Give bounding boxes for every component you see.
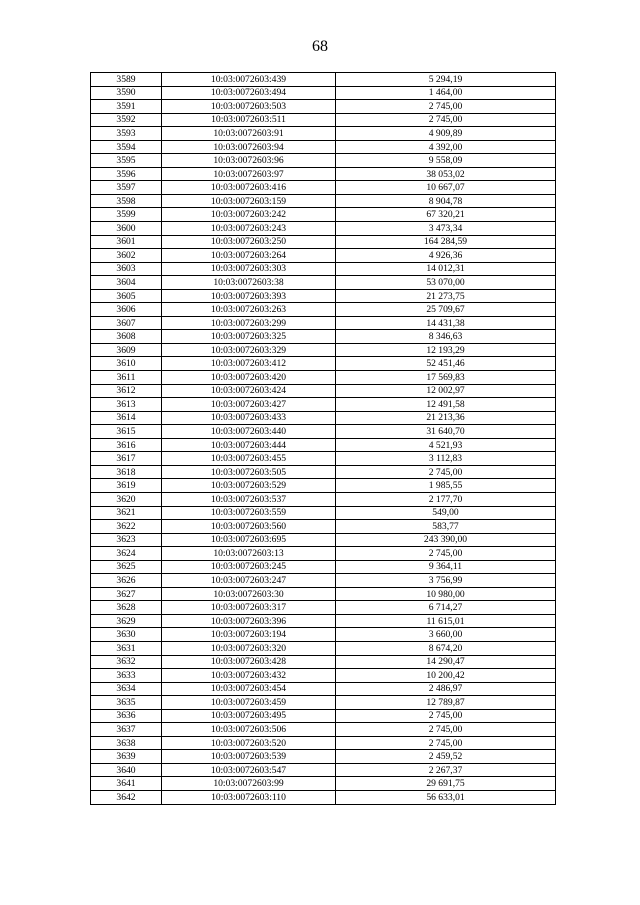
table-row — [91, 696, 556, 710]
row-number-cell: 3607 — [91, 316, 162, 330]
value-cell: 8 904,78 — [336, 194, 556, 208]
table-row — [91, 614, 556, 628]
cadastral-number-cell: 10:03:0072603:503 — [162, 100, 336, 114]
value-cell: 21 273,75 — [336, 289, 556, 303]
value-cell: 14 012,31 — [336, 262, 556, 276]
table-row — [91, 303, 556, 317]
row-number-cell: 3637 — [91, 723, 162, 737]
table-row — [91, 601, 556, 615]
table-row — [91, 587, 556, 601]
value-cell: 14 290,47 — [336, 655, 556, 669]
row-number-cell: 3630 — [91, 628, 162, 642]
row-number-cell: 3634 — [91, 682, 162, 696]
value-cell: 4 926,36 — [336, 249, 556, 263]
row-number-cell: 3621 — [91, 506, 162, 520]
value-cell: 2 745,00 — [336, 723, 556, 737]
value-cell: 2 745,00 — [336, 113, 556, 127]
table-row — [91, 669, 556, 683]
row-number-cell: 3608 — [91, 330, 162, 344]
cadastral-number-cell: 10:03:0072603:433 — [162, 411, 336, 425]
table-row — [91, 533, 556, 547]
value-cell: 53 070,00 — [336, 276, 556, 290]
cadastral-number-cell: 10:03:0072603:424 — [162, 384, 336, 398]
table-row — [91, 655, 556, 669]
table-row — [91, 750, 556, 764]
cadastral-number-cell: 10:03:0072603:529 — [162, 479, 336, 493]
cadastral-number-cell: 10:03:0072603:420 — [162, 371, 336, 385]
table-row — [91, 777, 556, 791]
table-row — [91, 127, 556, 141]
row-number-cell: 3616 — [91, 438, 162, 452]
row-number-cell: 3598 — [91, 194, 162, 208]
value-cell: 3 112,83 — [336, 452, 556, 466]
value-cell: 12 789,87 — [336, 696, 556, 710]
row-number-cell: 3642 — [91, 790, 162, 804]
cadastral-number-cell: 10:03:0072603:455 — [162, 452, 336, 466]
table-row — [91, 289, 556, 303]
value-cell: 4 909,89 — [336, 127, 556, 141]
table-row — [91, 194, 556, 208]
cadastral-number-cell: 10:03:0072603:560 — [162, 520, 336, 534]
row-number-cell: 3623 — [91, 533, 162, 547]
row-number-cell: 3629 — [91, 614, 162, 628]
table-row — [91, 736, 556, 750]
row-number-cell: 3602 — [91, 249, 162, 263]
table-row — [91, 574, 556, 588]
value-cell: 25 709,67 — [336, 303, 556, 317]
page-number: 68 — [312, 38, 328, 55]
row-number-cell: 3619 — [91, 479, 162, 493]
table-row — [91, 492, 556, 506]
cadastral-number-cell: 10:03:0072603:317 — [162, 601, 336, 615]
row-number-cell: 3633 — [91, 669, 162, 683]
table-row — [91, 560, 556, 574]
table-row — [91, 167, 556, 181]
row-number-cell: 3638 — [91, 736, 162, 750]
value-cell: 9 364,11 — [336, 560, 556, 574]
value-cell: 9 558,09 — [336, 154, 556, 168]
row-number-cell: 3624 — [91, 547, 162, 561]
table-row — [91, 316, 556, 330]
table-row — [91, 208, 556, 222]
value-cell: 38 053,02 — [336, 167, 556, 181]
row-number-cell: 3610 — [91, 357, 162, 371]
cadastral-number-cell: 10:03:0072603:99 — [162, 777, 336, 791]
value-cell: 3 473,34 — [336, 222, 556, 236]
table-row — [91, 709, 556, 723]
cadastral-number-cell: 10:03:0072603:428 — [162, 655, 336, 669]
cadastral-number-cell: 10:03:0072603:329 — [162, 343, 336, 357]
table-row — [91, 86, 556, 100]
row-number-cell: 3618 — [91, 465, 162, 479]
table-row — [91, 100, 556, 114]
row-number-cell: 3612 — [91, 384, 162, 398]
value-cell: 3 756,99 — [336, 574, 556, 588]
row-number-cell: 3590 — [91, 86, 162, 100]
row-number-cell: 3605 — [91, 289, 162, 303]
cadastral-number-cell: 10:03:0072603:412 — [162, 357, 336, 371]
value-cell: 2 177,70 — [336, 492, 556, 506]
value-cell: 1 464,00 — [336, 86, 556, 100]
cadastral-number-cell: 10:03:0072603:96 — [162, 154, 336, 168]
value-cell: 3 660,00 — [336, 628, 556, 642]
cadastral-number-cell: 10:03:0072603:494 — [162, 86, 336, 100]
table-row — [91, 222, 556, 236]
table-row — [91, 425, 556, 439]
cadastral-number-cell: 10:03:0072603:393 — [162, 289, 336, 303]
cadastral-number-cell: 10:03:0072603:194 — [162, 628, 336, 642]
value-cell: 5 294,19 — [336, 73, 556, 87]
table-row — [91, 181, 556, 195]
value-cell: 2 267,37 — [336, 763, 556, 777]
table-row — [91, 628, 556, 642]
row-number-cell: 3635 — [91, 696, 162, 710]
table-row — [91, 452, 556, 466]
cadastral-number-cell: 10:03:0072603:320 — [162, 641, 336, 655]
value-cell: 2 486,97 — [336, 682, 556, 696]
table-row — [91, 411, 556, 425]
row-number-cell: 3601 — [91, 235, 162, 249]
table-row — [91, 479, 556, 493]
row-number-cell: 3617 — [91, 452, 162, 466]
table-row — [91, 371, 556, 385]
cadastral-number-cell: 10:03:0072603:264 — [162, 249, 336, 263]
table-row — [91, 506, 556, 520]
cadastral-number-cell: 10:03:0072603:539 — [162, 750, 336, 764]
cadastral-number-cell: 10:03:0072603:30 — [162, 587, 336, 601]
cadastral-number-cell: 10:03:0072603:325 — [162, 330, 336, 344]
table-row — [91, 763, 556, 777]
value-cell: 164 284,59 — [336, 235, 556, 249]
value-cell: 67 320,21 — [336, 208, 556, 222]
table-row — [91, 262, 556, 276]
cadastral-number-cell: 10:03:0072603:511 — [162, 113, 336, 127]
value-cell: 583,77 — [336, 520, 556, 534]
row-number-cell: 3614 — [91, 411, 162, 425]
row-number-cell: 3597 — [91, 181, 162, 195]
table-row — [91, 276, 556, 290]
row-number-cell: 3626 — [91, 574, 162, 588]
row-number-cell: 3639 — [91, 750, 162, 764]
table-row — [91, 790, 556, 804]
row-number-cell: 3591 — [91, 100, 162, 114]
value-cell: 8 346,63 — [336, 330, 556, 344]
row-number-cell: 3620 — [91, 492, 162, 506]
row-number-cell: 3609 — [91, 343, 162, 357]
table-row — [91, 330, 556, 344]
value-cell: 4 521,93 — [336, 438, 556, 452]
value-cell: 8 674,20 — [336, 641, 556, 655]
row-number-cell: 3625 — [91, 560, 162, 574]
row-number-cell: 3611 — [91, 371, 162, 385]
value-cell: 4 392,00 — [336, 140, 556, 154]
value-cell: 2 745,00 — [336, 736, 556, 750]
value-cell: 2 745,00 — [336, 100, 556, 114]
row-number-cell: 3604 — [91, 276, 162, 290]
value-cell: 10 980,00 — [336, 587, 556, 601]
cadastral-number-cell: 10:03:0072603:245 — [162, 560, 336, 574]
value-cell: 243 390,00 — [336, 533, 556, 547]
table-row — [91, 520, 556, 534]
row-number-cell: 3596 — [91, 167, 162, 181]
value-cell: 56 633,01 — [336, 790, 556, 804]
table-row — [91, 438, 556, 452]
table-row — [91, 547, 556, 561]
cadastral-value-table — [90, 72, 556, 805]
cadastral-number-cell: 10:03:0072603:159 — [162, 194, 336, 208]
cadastral-number-cell: 10:03:0072603:559 — [162, 506, 336, 520]
row-number-cell: 3592 — [91, 113, 162, 127]
table-row — [91, 235, 556, 249]
cadastral-number-cell: 10:03:0072603:547 — [162, 763, 336, 777]
row-number-cell: 3589 — [91, 73, 162, 87]
table-row — [91, 398, 556, 412]
row-number-cell: 3613 — [91, 398, 162, 412]
table-row — [91, 723, 556, 737]
row-number-cell: 3594 — [91, 140, 162, 154]
cadastral-number-cell: 10:03:0072603:250 — [162, 235, 336, 249]
cadastral-number-cell: 10:03:0072603:432 — [162, 669, 336, 683]
cadastral-number-cell: 10:03:0072603:247 — [162, 574, 336, 588]
cadastral-number-cell: 10:03:0072603:396 — [162, 614, 336, 628]
cadastral-number-cell: 10:03:0072603:520 — [162, 736, 336, 750]
cadastral-number-cell: 10:03:0072603:427 — [162, 398, 336, 412]
value-cell: 12 193,29 — [336, 343, 556, 357]
cadastral-number-cell: 10:03:0072603:13 — [162, 547, 336, 561]
value-cell: 2 745,00 — [336, 547, 556, 561]
cadastral-number-cell: 10:03:0072603:506 — [162, 723, 336, 737]
value-cell: 2 459,52 — [336, 750, 556, 764]
row-number-cell: 3606 — [91, 303, 162, 317]
table-row — [91, 682, 556, 696]
cadastral-number-cell: 10:03:0072603:454 — [162, 682, 336, 696]
row-number-cell: 3622 — [91, 520, 162, 534]
table-row — [91, 73, 556, 87]
value-cell: 2 745,00 — [336, 465, 556, 479]
cadastral-number-cell: 10:03:0072603:505 — [162, 465, 336, 479]
table-body — [91, 73, 556, 805]
value-cell: 10 200,42 — [336, 669, 556, 683]
row-number-cell: 3599 — [91, 208, 162, 222]
cadastral-number-cell: 10:03:0072603:459 — [162, 696, 336, 710]
value-cell: 17 569,83 — [336, 371, 556, 385]
cadastral-number-cell: 10:03:0072603:243 — [162, 222, 336, 236]
cadastral-number-cell: 10:03:0072603:439 — [162, 73, 336, 87]
cadastral-number-cell: 10:03:0072603:440 — [162, 425, 336, 439]
table-row — [91, 465, 556, 479]
row-number-cell: 3615 — [91, 425, 162, 439]
cadastral-number-cell: 10:03:0072603:38 — [162, 276, 336, 290]
cadastral-number-cell: 10:03:0072603:495 — [162, 709, 336, 723]
cadastral-number-cell: 10:03:0072603:94 — [162, 140, 336, 154]
cadastral-number-cell: 10:03:0072603:416 — [162, 181, 336, 195]
cadastral-number-cell: 10:03:0072603:110 — [162, 790, 336, 804]
table-row — [91, 249, 556, 263]
value-cell: 2 745,00 — [336, 709, 556, 723]
value-cell: 1 985,55 — [336, 479, 556, 493]
value-cell: 6 714,27 — [336, 601, 556, 615]
table-row — [91, 384, 556, 398]
row-number-cell: 3593 — [91, 127, 162, 141]
cadastral-number-cell: 10:03:0072603:444 — [162, 438, 336, 452]
row-number-cell: 3603 — [91, 262, 162, 276]
value-cell: 11 615,01 — [336, 614, 556, 628]
value-cell: 10 667,07 — [336, 181, 556, 195]
row-number-cell: 3640 — [91, 763, 162, 777]
cadastral-number-cell: 10:03:0072603:91 — [162, 127, 336, 141]
table-row — [91, 357, 556, 371]
row-number-cell: 3636 — [91, 709, 162, 723]
value-cell: 12 491,58 — [336, 398, 556, 412]
value-cell: 12 002,97 — [336, 384, 556, 398]
value-cell: 31 640,70 — [336, 425, 556, 439]
row-number-cell: 3627 — [91, 587, 162, 601]
value-cell: 52 451,46 — [336, 357, 556, 371]
value-cell: 14 431,38 — [336, 316, 556, 330]
value-cell: 29 691,75 — [336, 777, 556, 791]
row-number-cell: 3641 — [91, 777, 162, 791]
cadastral-number-cell: 10:03:0072603:263 — [162, 303, 336, 317]
cadastral-number-cell: 10:03:0072603:97 — [162, 167, 336, 181]
value-cell: 549,00 — [336, 506, 556, 520]
table-row — [91, 343, 556, 357]
table-row — [91, 641, 556, 655]
cadastral-number-cell: 10:03:0072603:695 — [162, 533, 336, 547]
table-row — [91, 154, 556, 168]
table-row — [91, 113, 556, 127]
cadastral-number-cell: 10:03:0072603:242 — [162, 208, 336, 222]
row-number-cell: 3632 — [91, 655, 162, 669]
row-number-cell: 3631 — [91, 641, 162, 655]
table-row — [91, 140, 556, 154]
cadastral-number-cell: 10:03:0072603:299 — [162, 316, 336, 330]
row-number-cell: 3600 — [91, 222, 162, 236]
cadastral-number-cell: 10:03:0072603:303 — [162, 262, 336, 276]
cadastral-number-cell: 10:03:0072603:537 — [162, 492, 336, 506]
row-number-cell: 3595 — [91, 154, 162, 168]
value-cell: 21 213,36 — [336, 411, 556, 425]
row-number-cell: 3628 — [91, 601, 162, 615]
